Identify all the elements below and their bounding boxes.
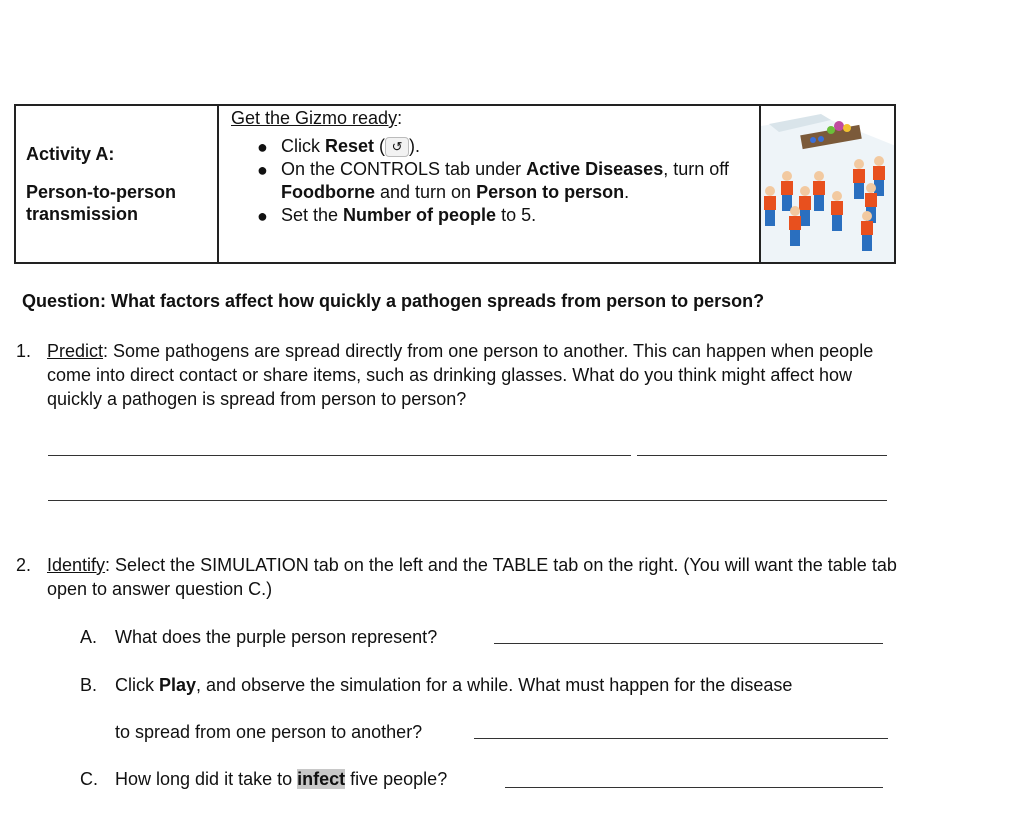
gizmo-illustration [761, 106, 894, 262]
highlight-infect: infect [297, 769, 346, 789]
bullet-reset: ● Click Reset ( ↺ ). [257, 136, 421, 157]
bullet-number-people: ● Set the Number of people to 5. [257, 205, 537, 226]
gizmo-people-illustration [761, 106, 894, 262]
instructions-cell [219, 106, 761, 262]
question-1-text: Predict: Some pathogens are spread directly from one person to another. This can happen when people come into direct contact or share items, such as drinking glasses. What do you think might affect how quickly a pathogen is spread from person to person? [47, 341, 874, 409]
activity-label-cell [16, 106, 219, 262]
bullet-controls: ● On the CONTROLS tab under Active Diseases, turn off Foodborne and turn on Person to person. [257, 159, 729, 202]
reset-icon: ↺ [385, 137, 409, 157]
sub-question-b-line2: to spread from one person to another? [115, 722, 423, 742]
sub-question-a: A. What does the purple person represent? [80, 627, 438, 647]
question-2: 2. Identify: Select the SIMULATION tab on the left and the TABLE tab on the right. (You will want the table tab open to answer question C.) [16, 555, 897, 599]
activity-title: Activity A: [26, 144, 115, 164]
sub-question-b: B. Click Play, and observe the simulation for a while. What must happen for the disease [80, 675, 793, 695]
setup-bullets [231, 135, 759, 227]
activity-header-table [14, 104, 896, 264]
activity-subtitle: Person-to-person transmission [26, 182, 177, 224]
answer-line-b[interactable] [474, 738, 888, 739]
question-1: 1. Predict: Some pathogens are spread directly from one person to another. This can happen when people come into direct contact or share items, such as drinking glasses. What do you think might affect how quickly a pathogen is spread from person to person? [16, 339, 897, 411]
sub-question-c: C. How long did it take to infect five people? [80, 769, 448, 789]
section-question: Question: What factors affect how quickly a pathogen spreads from person to person? [22, 291, 765, 311]
answer-line-c[interactable] [505, 787, 883, 788]
answer-line-a[interactable] [494, 643, 883, 644]
answer-line-1b[interactable] [637, 455, 887, 456]
answer-line-1a[interactable] [48, 455, 631, 456]
gizmo-ready-heading: Get the Gizmo ready: [231, 108, 403, 128]
answer-line-1c[interactable] [48, 500, 887, 501]
question-2-text: Identify: Select the SIMULATION tab on the left and the TABLE tab on the right. (You will want the table tab open to answer question C.) [47, 555, 897, 599]
